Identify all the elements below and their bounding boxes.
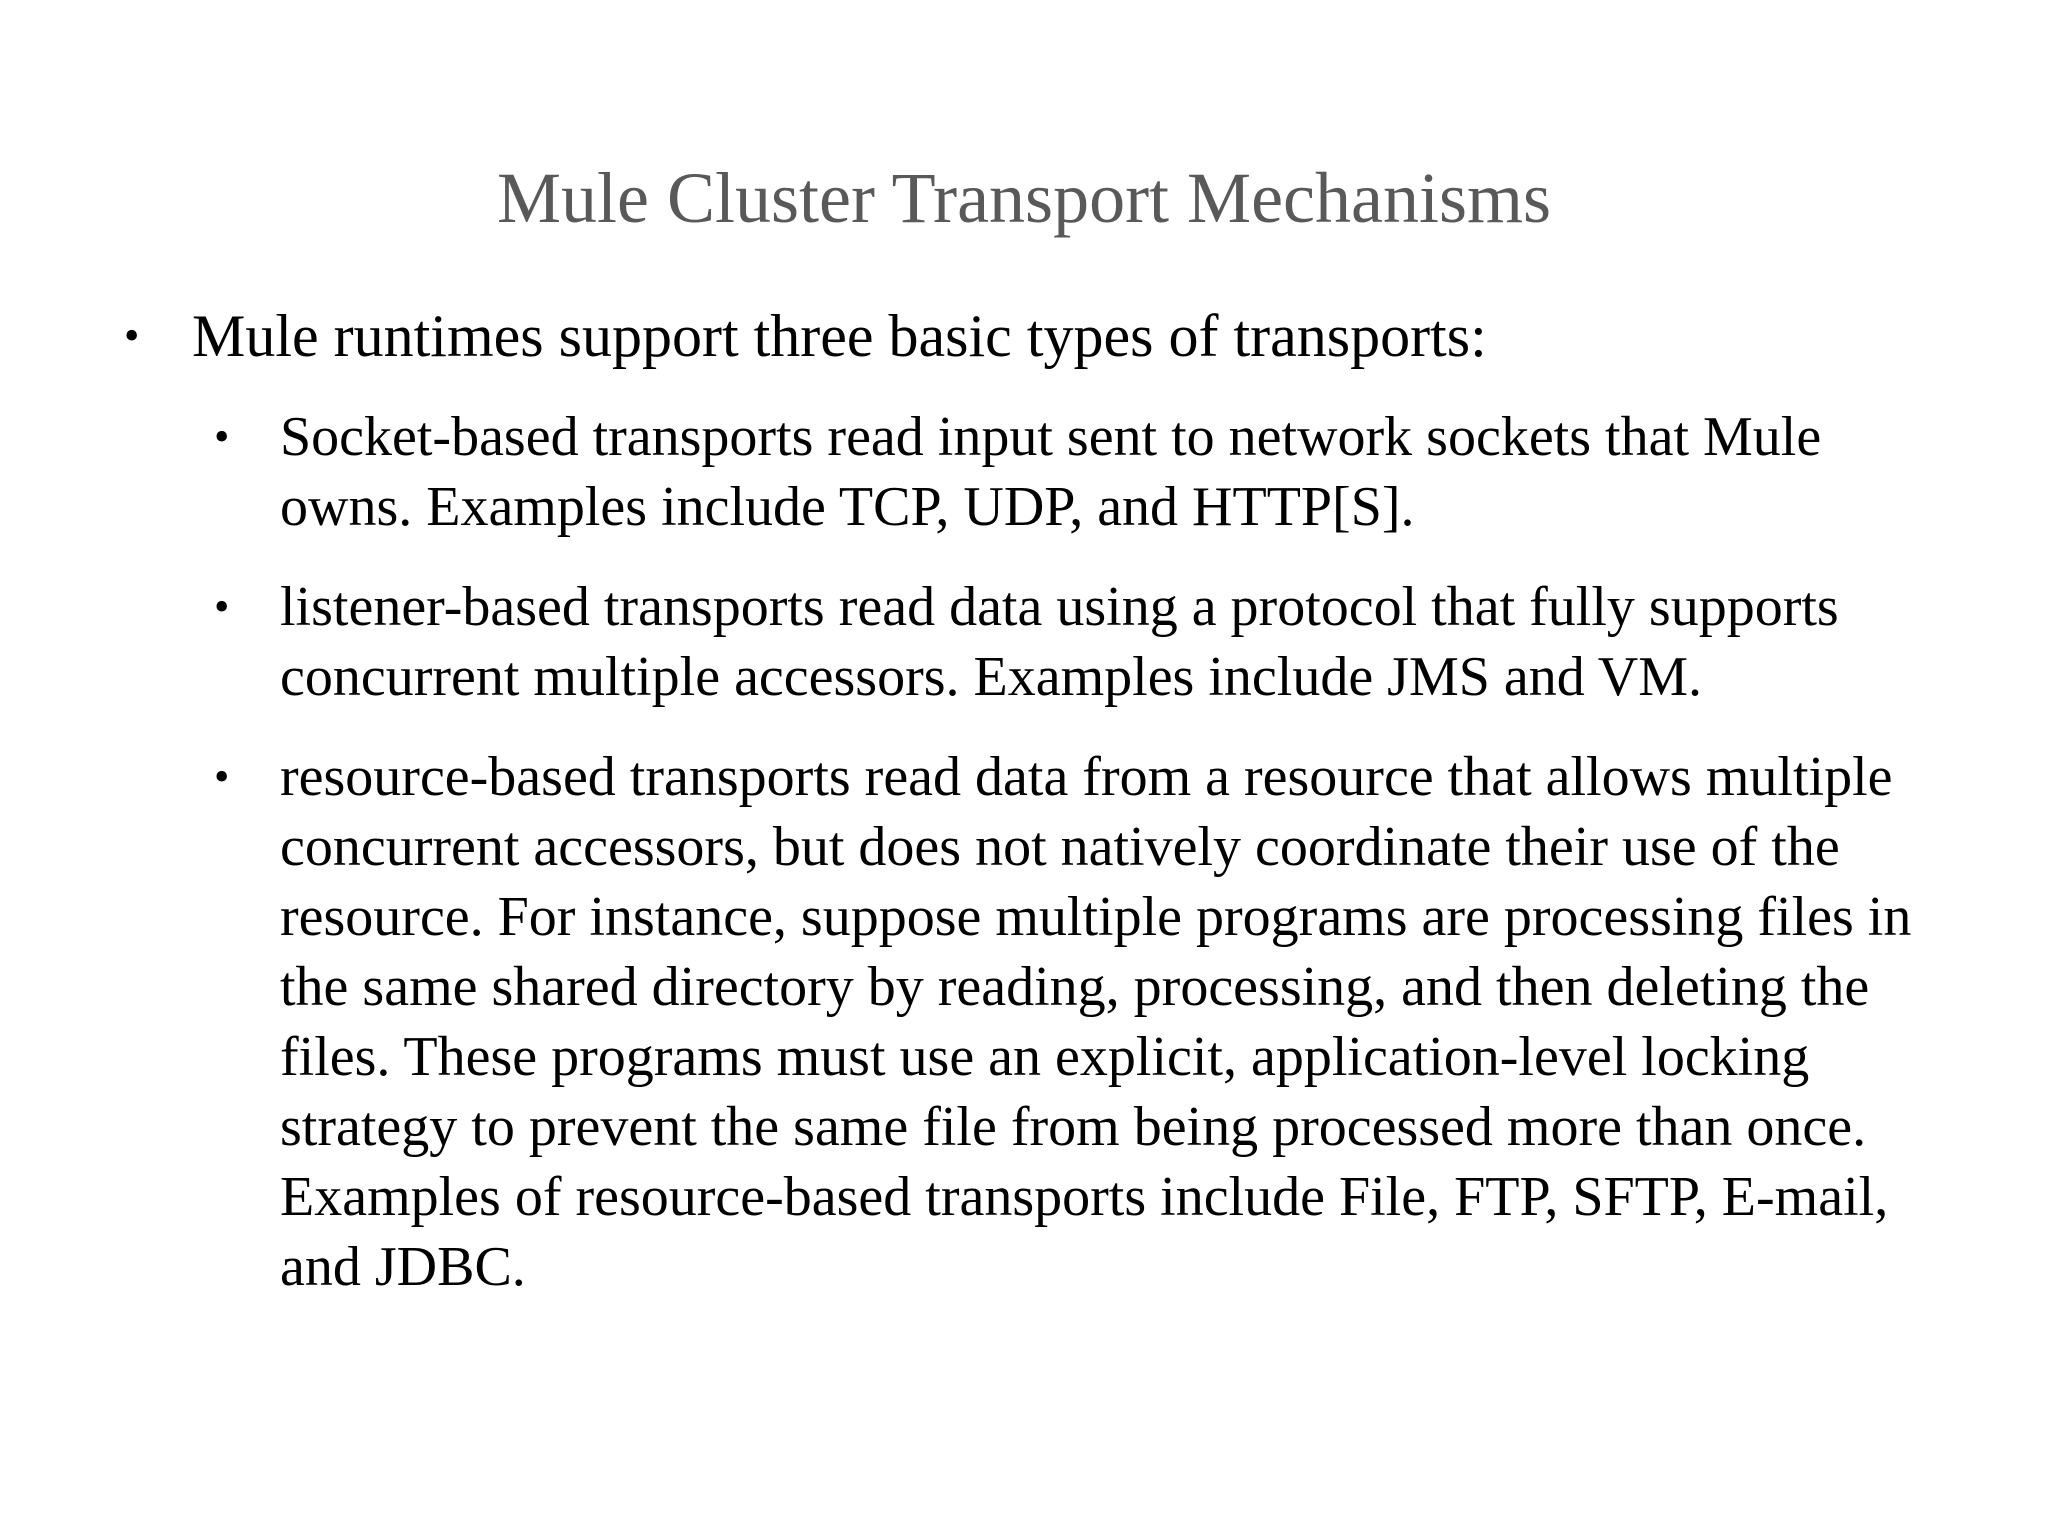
bullet-icon: • (214, 582, 230, 631)
bullet-text: resource-based transports read data from a resource that allows multiple concurrent accessors, but does not natively coordinate their use of the resource. For instance, suppose multiple programs are processing files in the same shared directory by reading, processing, and then deleting the files. These programs must use an explicit, application-level locking strategy to prevent the same file from being processed more than once. Examples of resource-based transports include File, FTP, SFTP, E-mail, and JDBC. (280, 746, 1912, 1298)
bullet-item-resource-based (120, 742, 1960, 1302)
bullet-icon: • (214, 752, 230, 801)
bullet-text: listener-based transports read data using a protocol that fully supports concurrent multiple accessors. Examples include JMS and VM. (280, 576, 1839, 708)
bullet-text: Mule runtimes support three basic types of transports: (192, 303, 1487, 369)
bullet-item-socket-based (120, 402, 1960, 542)
bullet-icon: • (214, 412, 230, 461)
bullet-item-listener-based (120, 572, 1960, 712)
slide-body (120, 300, 1960, 1332)
bullet-icon: • (124, 311, 140, 360)
bullet-text: Socket-based transports read input sent to network sockets that Mule owns. Examples include TCP, UDP, and HTTP[S]. (280, 406, 1822, 538)
bullet-item-level1 (120, 300, 1960, 372)
slide-title: Mule Cluster Transport Mechanisms (497, 158, 1551, 238)
